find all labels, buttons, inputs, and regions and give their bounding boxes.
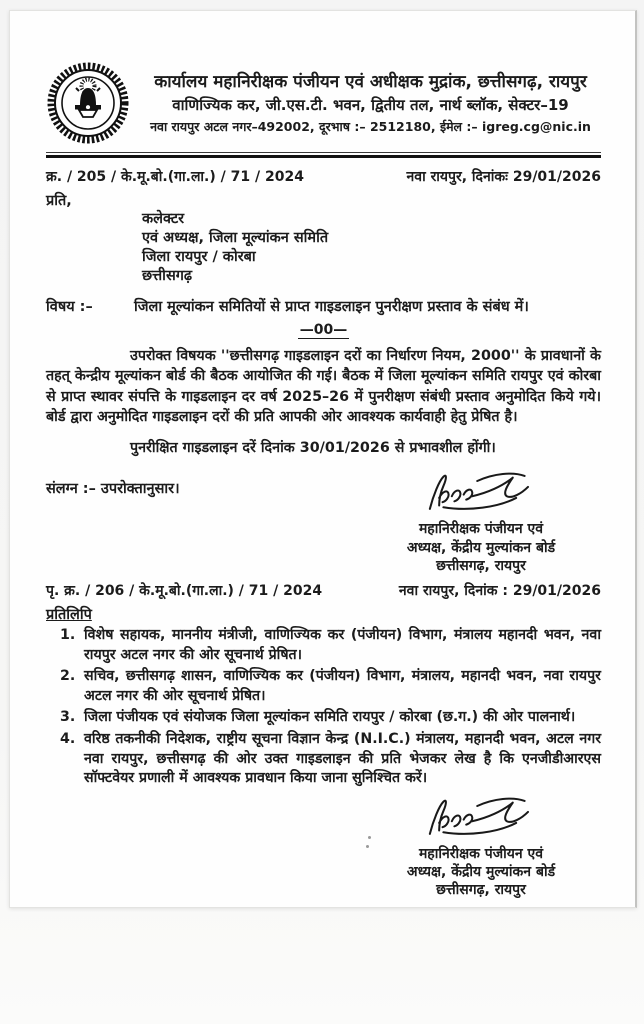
salutation: प्रति, bbox=[46, 193, 72, 209]
place-and-date: नवा रायपुर, दिनांकः 29/01/2026 bbox=[406, 169, 601, 185]
signatory-designation bbox=[361, 845, 601, 900]
letterhead-text bbox=[140, 72, 601, 135]
section-separator: —00— bbox=[299, 321, 348, 338]
signatory-line: अध्यक्ष, केंद्रीय मुल्यांकन बोर्ड bbox=[406, 539, 556, 556]
item-number: 2. bbox=[60, 668, 76, 685]
recipient-line: कलेक्टर bbox=[142, 211, 185, 227]
effective-date-suffix: से प्रभावशील होंगी। bbox=[389, 439, 496, 456]
subject-label: विषय :– bbox=[46, 298, 93, 315]
effective-date: दिनांक 30/01/2026 bbox=[260, 439, 390, 456]
signature-block-second bbox=[361, 795, 601, 900]
letterhead-divider bbox=[46, 152, 601, 158]
item-text: वरिष्ठ तकनीकी निदेशक, राष्ट्रीय सूचना विज्ञान केन्द्र (N.I.C.) मंत्रालय, महानदी भवन, अटल नगर नवा रायपुर, छत्तीसगढ़ की ओर उक्त गाइडलाइन की प्रति भेजकर लेख है कि एनजीडीआरएस सॉफ्टवेयर प्रणाली में आवश्यक प्रावधान किया जाना सुनिश्चित करें। bbox=[84, 730, 601, 787]
body-paragraph-2 bbox=[46, 438, 601, 459]
item-text: सचिव, छत्तीसगढ़ शासन, वाणिज्यिक कर (पंजीयन) विभाग, मंत्रालय, महानदी भवन, नवा रायपुर अटल नगर की ओर सूचनार्थ प्रेषित। bbox=[84, 668, 601, 704]
endorsement-number: पृ. क्र. / 206 / के.मू.बो.(गा.ला.) / 71 / 2024 bbox=[46, 582, 323, 599]
copy-recipient-item bbox=[46, 730, 601, 789]
recipient-line: एवं अध्यक्ष, जिला मूल्यांकन समिति bbox=[142, 230, 329, 247]
signatory-designation bbox=[361, 520, 601, 575]
letter-page bbox=[9, 10, 637, 908]
copy-recipient-item bbox=[46, 708, 601, 728]
recipient-block bbox=[142, 210, 601, 287]
office-address-line: वाणिज्यिक कर, जी.एस.टी. भवन, द्वितीय तल, नार्थ ब्लॉक, सेक्टर–19 bbox=[172, 95, 569, 114]
reference-number: क्र. / 205 / के.मू.बो.(गा.ला.) / 71 / 2024 bbox=[46, 169, 304, 185]
handwritten-signature bbox=[418, 795, 545, 839]
endorsement-reference-row bbox=[46, 581, 601, 600]
enclosure-note: संलग्न :– उपरोक्तानुसार। bbox=[46, 481, 180, 498]
recipient-line: जिला रायपुर / कोरबा bbox=[142, 249, 256, 266]
letterhead bbox=[46, 61, 601, 145]
signatory-line: महानिरीक्षक पंजीयन एवं bbox=[418, 845, 544, 862]
handwritten-signature bbox=[418, 470, 545, 514]
signatory-line: अध्यक्ष, केंद्रीय मुल्यांकन बोर्ड bbox=[406, 863, 556, 880]
enclosure-signature-row bbox=[46, 470, 601, 575]
signature-block bbox=[361, 470, 601, 575]
item-text: विशेष सहायक, माननीय मंत्रीजी, वाणिज्यिक कर (पंजीयन) विभाग, मंत्रालय महानदी भवन, नवा रायपुर अटल नगर की ओर सूचनार्थ प्रेषित। bbox=[84, 626, 601, 663]
endorsement-place-date: नवा रायपुर, दिनांक : 29/01/2026 bbox=[398, 582, 601, 599]
body-paragraph-1: उपरोक्त विषयक ''छत्तीसगढ़ गाइडलाइन दरों का निर्धारण नियम, 2000'' के प्रावधानों के तहत् केन्द्रीय मूल्यांकन बोर्ड की बैठक आयोजित की गई। बैठक में जिला मूल्यांकन समिति रायपुर एवं कोरबा से प्राप्त स्थावर संपत्ति के गाइडलाइन दर वर्ष 2025–26 में पुनरीक्षण संबंधी प्रस्ताव अनुमोदित किये गये। बोर्ड द्वारा अनुमोदित गाइडलाइन दरों की प्रति आपकी ओर आवश्यक कार्यवाही हेतु प्रेषित है। bbox=[46, 347, 601, 426]
item-number: 1. bbox=[60, 626, 76, 643]
copy-recipient-item bbox=[46, 626, 601, 665]
subject-row bbox=[46, 296, 601, 316]
signatory-line: छत्तीसगढ़, रायपुर bbox=[436, 557, 526, 574]
item-text: जिला पंजीयक एवं संयोजक जिला मूल्यांकन समिति रायपुर / कोरबा (छ.ग.) की ओर पालनार्थ। bbox=[84, 709, 576, 726]
ashoka-lions-silhouette bbox=[80, 88, 96, 105]
copy-to-label: प्रतिलिपि bbox=[46, 606, 92, 623]
copy-recipients-list bbox=[46, 626, 601, 789]
chhattisgarh-government-seal-icon bbox=[46, 61, 130, 145]
office-contact-line: नवा रायपुर अटल नगर–492002, दूरभाष :– 2512180, ईमेल :– igreg.cg@nic.in bbox=[150, 118, 591, 134]
signatory-line: छत्तीसगढ़, रायपुर bbox=[436, 882, 526, 899]
item-number: 4. bbox=[60, 730, 76, 747]
scan-speck bbox=[368, 836, 371, 839]
copy-recipient-item bbox=[46, 667, 601, 706]
scan-speck bbox=[366, 845, 369, 848]
item-number: 3. bbox=[60, 709, 76, 726]
subject-text: जिला मूल्यांकन समितियों से प्राप्त गाइडलाइन पुनरीक्षण प्रस्ताव के संबंध में। bbox=[134, 298, 529, 315]
recipient-line: छत्तीसगढ़ bbox=[142, 268, 193, 285]
reference-row bbox=[46, 167, 601, 186]
effective-date-prefix: पुनरीक्षित गाइडलाइन दरें bbox=[130, 439, 261, 456]
office-title: कार्यालय महानिरीक्षक पंजीयन एवं अधीक्षक मुद्रांक, छत्तीसगढ़, रायपुर bbox=[154, 71, 587, 92]
signatory-line: महानिरीक्षक पंजीयन एवं bbox=[418, 521, 544, 538]
